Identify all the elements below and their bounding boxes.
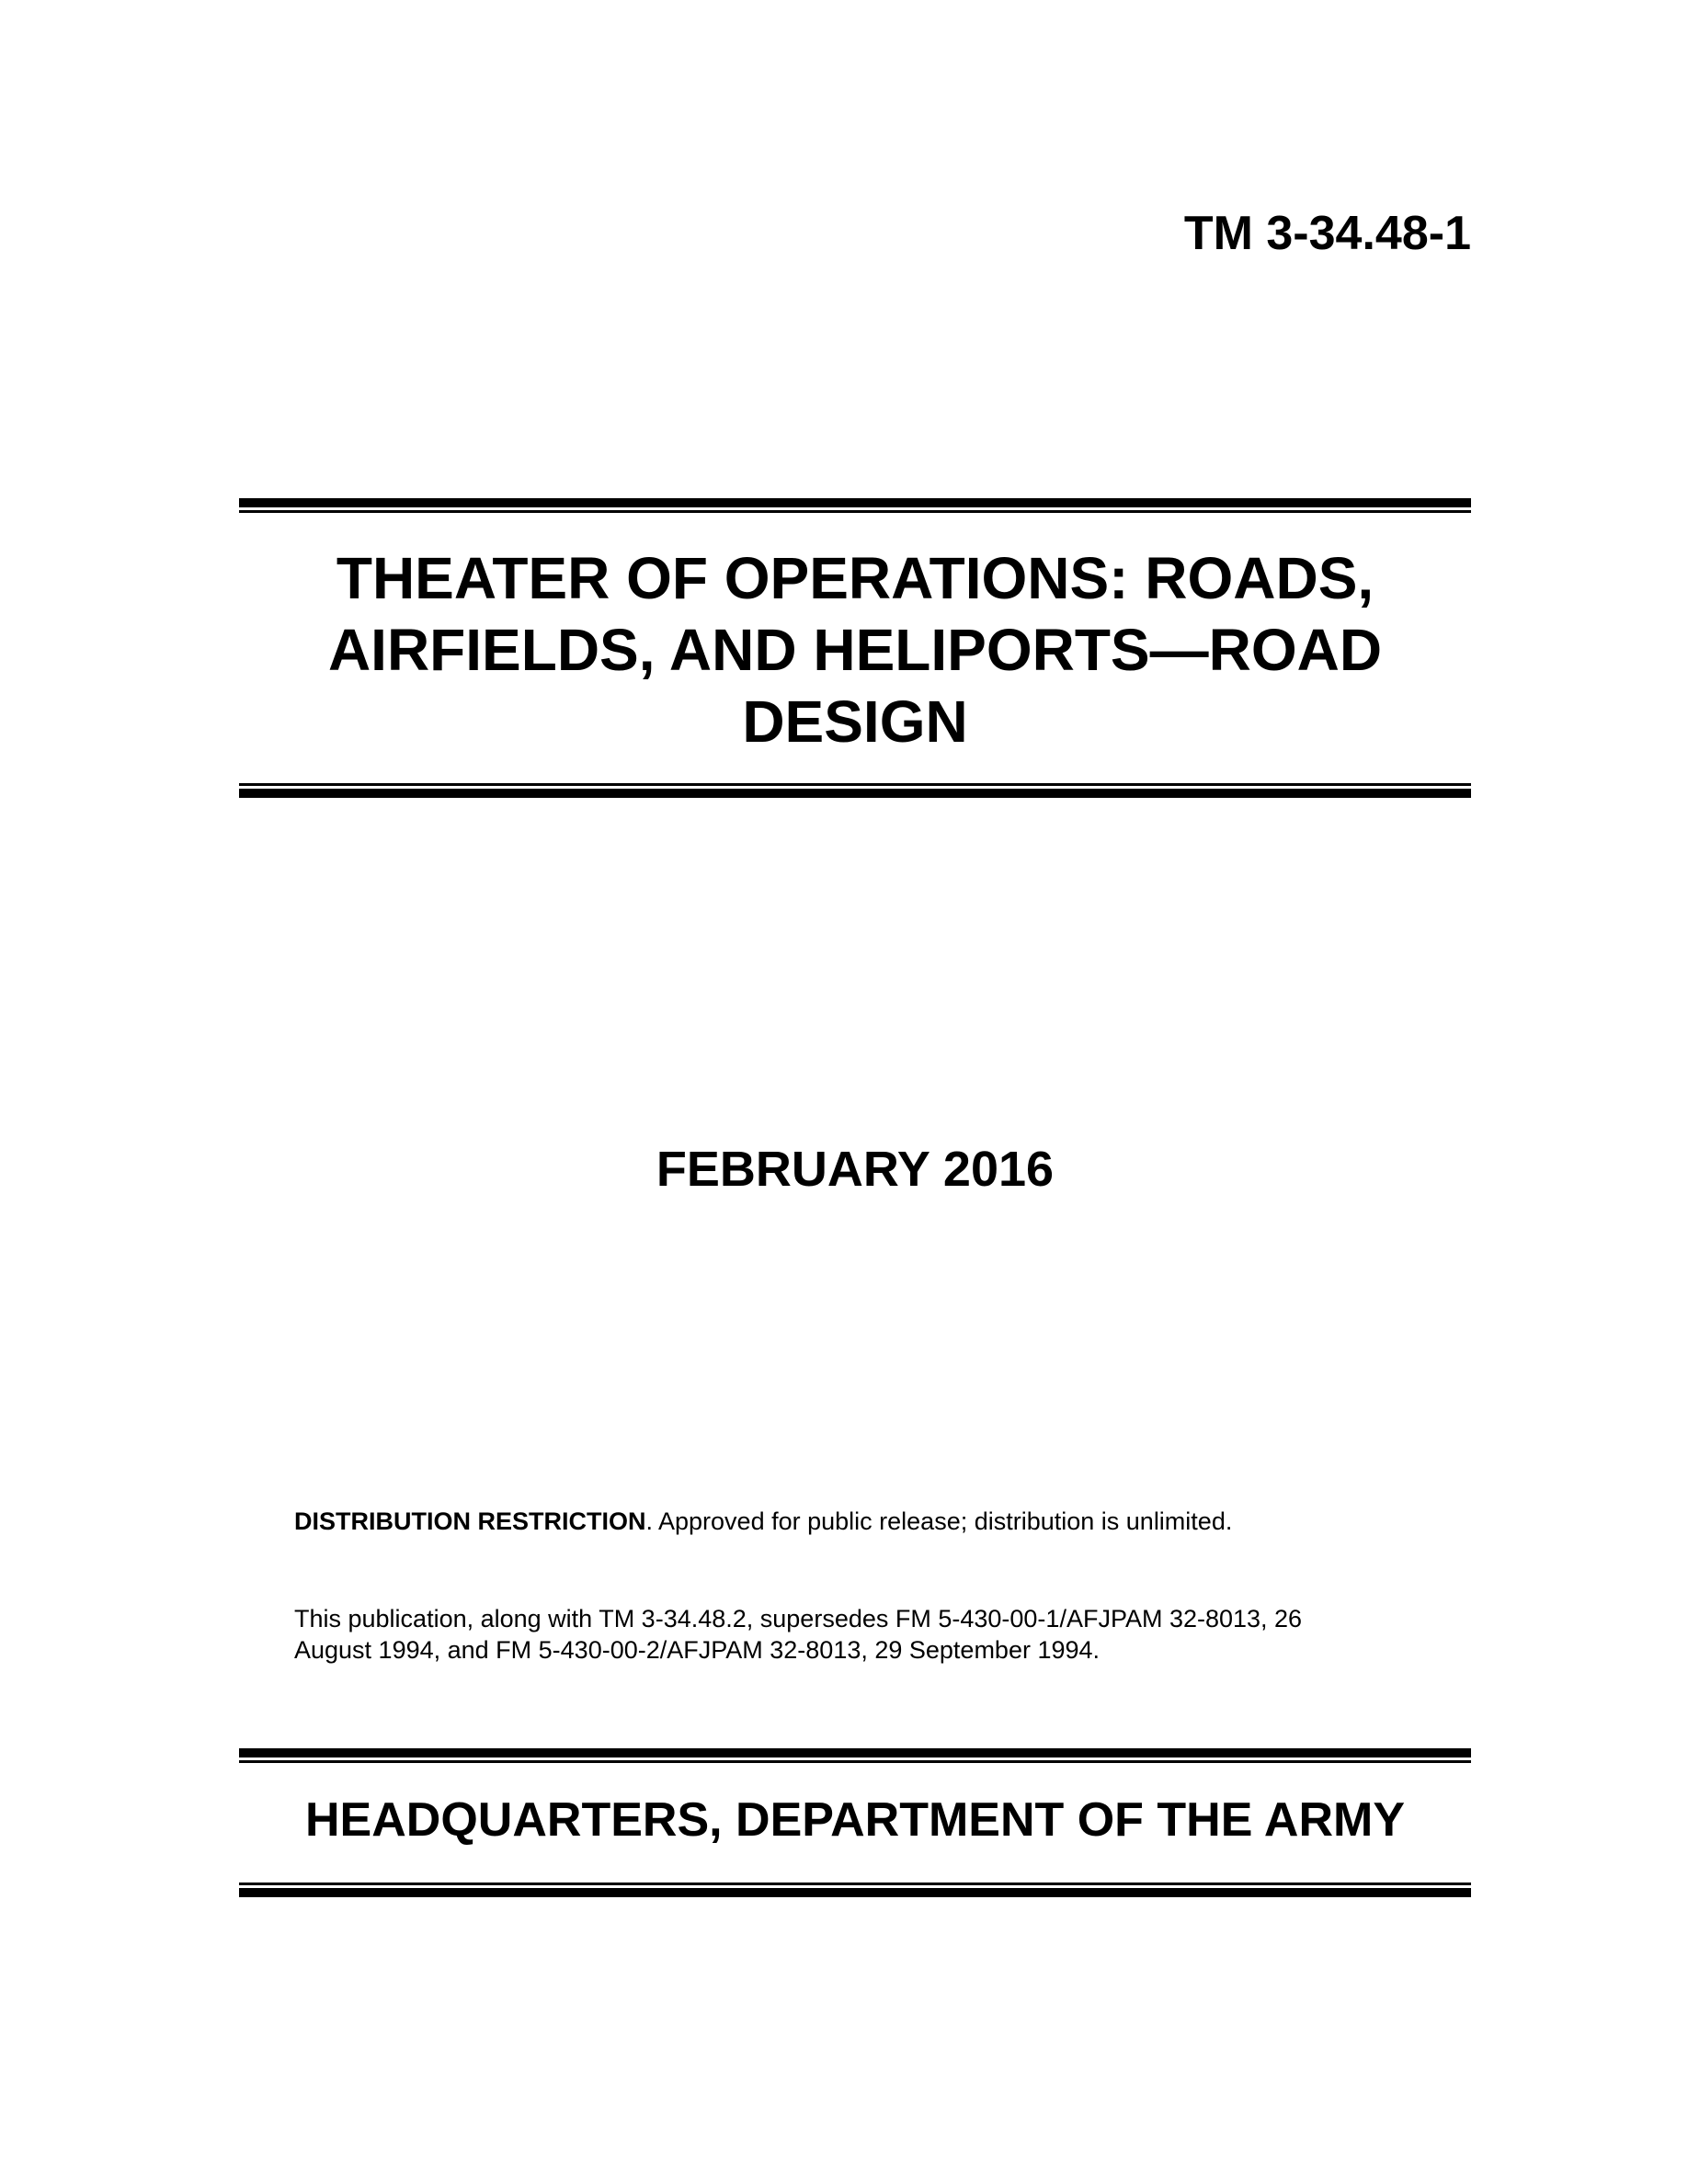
- distribution-restriction: [294, 1506, 1471, 1537]
- document-title: [239, 542, 1471, 757]
- document-number: TM 3-34.48-1: [1183, 207, 1471, 260]
- distribution-label: DISTRIBUTION RESTRICTION: [294, 1507, 646, 1535]
- supersedes-line-1: This publication, along with TM 3-34.48.2, supersedes FM 5-430-00-1/AFJPAM 32-8013, 26: [294, 1605, 1303, 1632]
- headquarters-line: HEADQUARTERS, DEPARTMENT OF THE ARMY: [305, 1793, 1405, 1847]
- hq-bottom-rule: [239, 1883, 1471, 1897]
- supersedes-line-2: August 1994, and FM 5-430-00-2/AFJPAM 32-8013, 29 September 1994.: [294, 1636, 1101, 1664]
- title-line-1: THEATER OF OPERATIONS: ROADS,: [336, 545, 1374, 611]
- publication-date: FEBRUARY 2016: [656, 1142, 1055, 1197]
- title-bottom-rule: [239, 783, 1471, 798]
- hq-top-rule: [239, 1748, 1471, 1763]
- distribution-text: . Approved for public release; distribution is unlimited.: [645, 1507, 1233, 1535]
- title-top-rule: [239, 498, 1471, 513]
- supersedes-notice: [294, 1603, 1471, 1666]
- title-line-2: AIRFIELDS, AND HELIPORTS—ROAD: [327, 617, 1383, 683]
- title-line-3: DESIGN: [742, 688, 968, 755]
